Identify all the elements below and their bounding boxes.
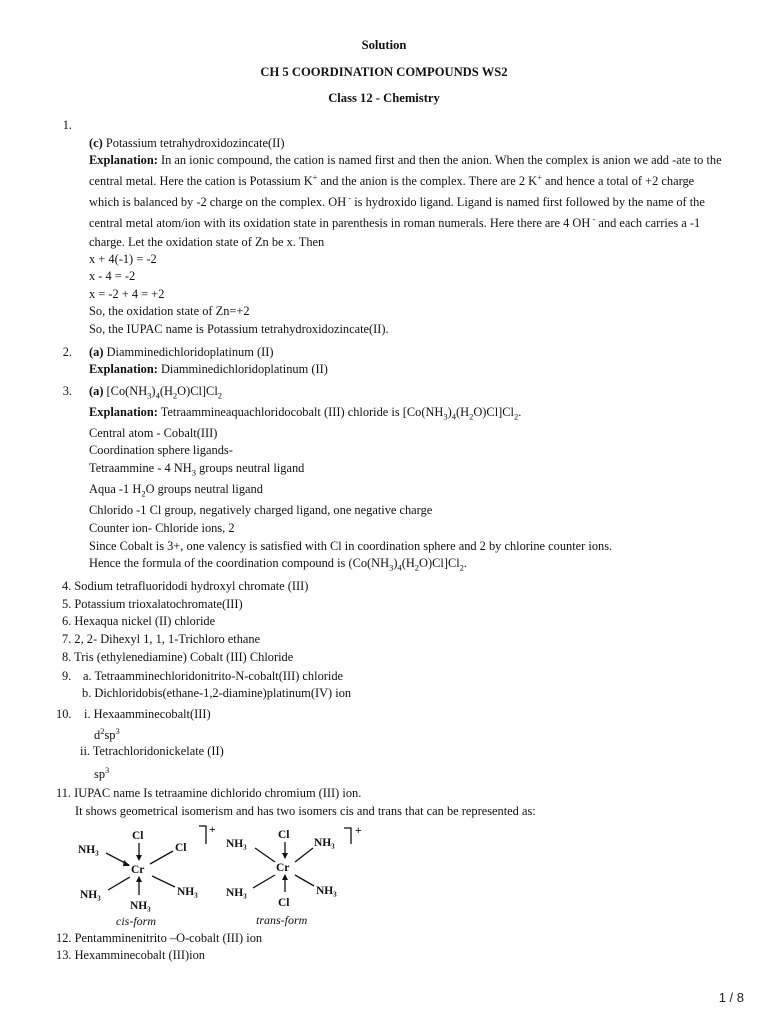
cis-nh3-lowleft: NH₃ [80, 889, 101, 901]
q11-line1: 11. IUPAC name Is tetraamine dichlorido chromium (III) ion. [56, 786, 362, 800]
q10ii-hybridisation: $sp^3$ [94, 764, 110, 781]
q1-exp-line4: central metal atom/ion with its oxidation state in parenthesis in roman numerals. Here there are 4 OH - and each carries a -1 [89, 213, 701, 230]
q1-exp-line1: Explanation: In an ionic compound, the cation is named first and then the anion. When the complex is anion we add -ate to the [89, 153, 722, 167]
q4: 4. Sodium tetrafluoridodi hydroxyl chromate (III) [62, 579, 309, 593]
cis-cl-right: Cl [175, 842, 187, 854]
q13: 13. Hexamminecobalt (III)ion [56, 948, 205, 962]
q1-answer-text: Potassium tetrahydroxidozincate(II) [105, 136, 285, 150]
q3-aqua: Aqua -1 $H_2O$ groups neutral ligand [89, 482, 263, 499]
q1-eq3: x = -2 + 4 = +2 [89, 287, 165, 301]
trans-metal: Cr [276, 862, 290, 874]
trans-cl-bottom: Cl [278, 897, 290, 909]
q1-conclusion1: So, the oxidation state of Zn=+2 [89, 304, 250, 318]
trans-nh3-lowright: NH₃ [316, 885, 337, 897]
q2-answer: (a) Diamminedichloridoplatinum (II) [89, 345, 274, 359]
q12: 12. Pentamminenitrito –O-cobalt (III) ion [56, 931, 263, 945]
q1-exp-line2: central metal. Here the cation is Potassium K+ and the anion is the complex. There are 2 K+ and hence a total of +2 charge [89, 171, 695, 188]
q1-exp-line3: which is balanced by -2 charge on the complex. OH - is hydroxido ligand. Ligand is named first followed by the name of the [89, 192, 705, 209]
q2-number: 2. [62, 345, 72, 359]
q3-explanation: Explanation: Tetraammineaquachloridocobalt (III) chloride is $[Co(NH_3)_4(H_2O)Cl]Cl_2$. [89, 405, 522, 422]
trans-charge: + [355, 825, 362, 837]
cis-charge: + [209, 824, 216, 836]
q1-number: 1. [62, 118, 72, 132]
q5: 5. Potassium trioxalatochromate(III) [62, 597, 243, 611]
q3-tetraammine: Tetraammine - 4 $NH_3$ groups neutral ligand [89, 461, 305, 478]
q1-eq2: x - 4 = -2 [89, 269, 136, 283]
page-indicator: 1 / 8 [718, 990, 744, 1005]
cis-label: cis-form [116, 914, 156, 928]
q9a: a. Tetraamminechloridonitrito-N-cobalt(III) chloride [83, 669, 344, 683]
q3-central-atom: Central atom - Cobalt(III) [89, 426, 218, 440]
class-line: Class 12 - Chemistry [328, 91, 440, 105]
q3-counter-ion: Counter ion- Chloride ions, 2 [89, 521, 235, 535]
q6: 6. Hexaqua nickel (II) chloride [62, 614, 216, 628]
q1-option: (c) [89, 136, 103, 150]
q3-hence: Hence the formula of the coordination compound is $(Co(NH_3)_4(H_2O)Cl]Cl_2$. [89, 556, 468, 573]
doc-title: Solution [361, 38, 407, 52]
q1-conclusion2: So, the IUPAC name is Potassium tetrahydroxidozincate(II). [89, 322, 389, 336]
trans-label: trans-form [256, 913, 308, 927]
q9b: b. Dichloridobis(ethane-1,2-diamine)platinum(IV) ion [82, 686, 352, 700]
q3-answer: (a) $[Co(NH_3)_4(H_2O)Cl]Cl_2$ [89, 384, 223, 401]
chapter-title: CH 5 COORDINATION COMPOUNDS WS2 [260, 65, 508, 79]
trans-isomer [226, 825, 362, 927]
isomer-figure [70, 822, 370, 930]
cis-metal: Cr [131, 864, 145, 876]
q9-number: 9. [62, 669, 72, 683]
q3-chlorido: Chlorido -1 Cl group, negatively charged ligand, one negative charge [89, 503, 433, 517]
trans-nh3-topright: NH₃ [314, 837, 335, 849]
q3-since: Since Cobalt is 3+, one valency is satisfied with Cl in coordination sphere and 2 by chlorine counter ions. [89, 539, 613, 553]
cis-nh3-bottom: NH₃ [130, 900, 151, 912]
q10ii: ii. Tetrachloridonickelate (II) [80, 744, 224, 758]
trans-cl-top: Cl [278, 829, 290, 841]
q3-number: 3. [62, 384, 72, 398]
q3-sphere: Coordination sphere ligands- [89, 443, 233, 457]
cis-nh3-lowright: NH₃ [177, 886, 198, 898]
q1-eq1: x + 4(-1) = -2 [89, 252, 157, 266]
cis-isomer [78, 824, 216, 928]
q2-explanation: Explanation: Diamminedichloridoplatinum (II) [89, 362, 328, 376]
q1-answer [89, 136, 284, 151]
q8: 8. Tris (ethylenediamine) Cobalt (III) Chloride [62, 650, 294, 664]
trans-nh3-topleft: NH₃ [226, 838, 247, 850]
q10i-hybridisation: $d^2sp^3$ [94, 725, 120, 742]
cis-nh3-left: NH₃ [78, 844, 99, 856]
q1-exp-line5: charge. Let the oxidation state of Zn be x. Then [89, 235, 325, 249]
trans-nh3-lowleft: NH₃ [226, 887, 247, 899]
cis-cl-top: Cl [132, 830, 144, 842]
q1-explanation-label: Explanation: [89, 153, 158, 167]
q10i: i. Hexaamminecobalt(III) [84, 707, 211, 721]
q7: 7. 2, 2- Dihexyl 1, 1, 1-Trichloro ethane [62, 632, 261, 646]
q10-number: 10. [56, 707, 72, 721]
q11-line2: It shows geometrical isomerism and has two isomers cis and trans that can be represented as: [75, 804, 536, 818]
